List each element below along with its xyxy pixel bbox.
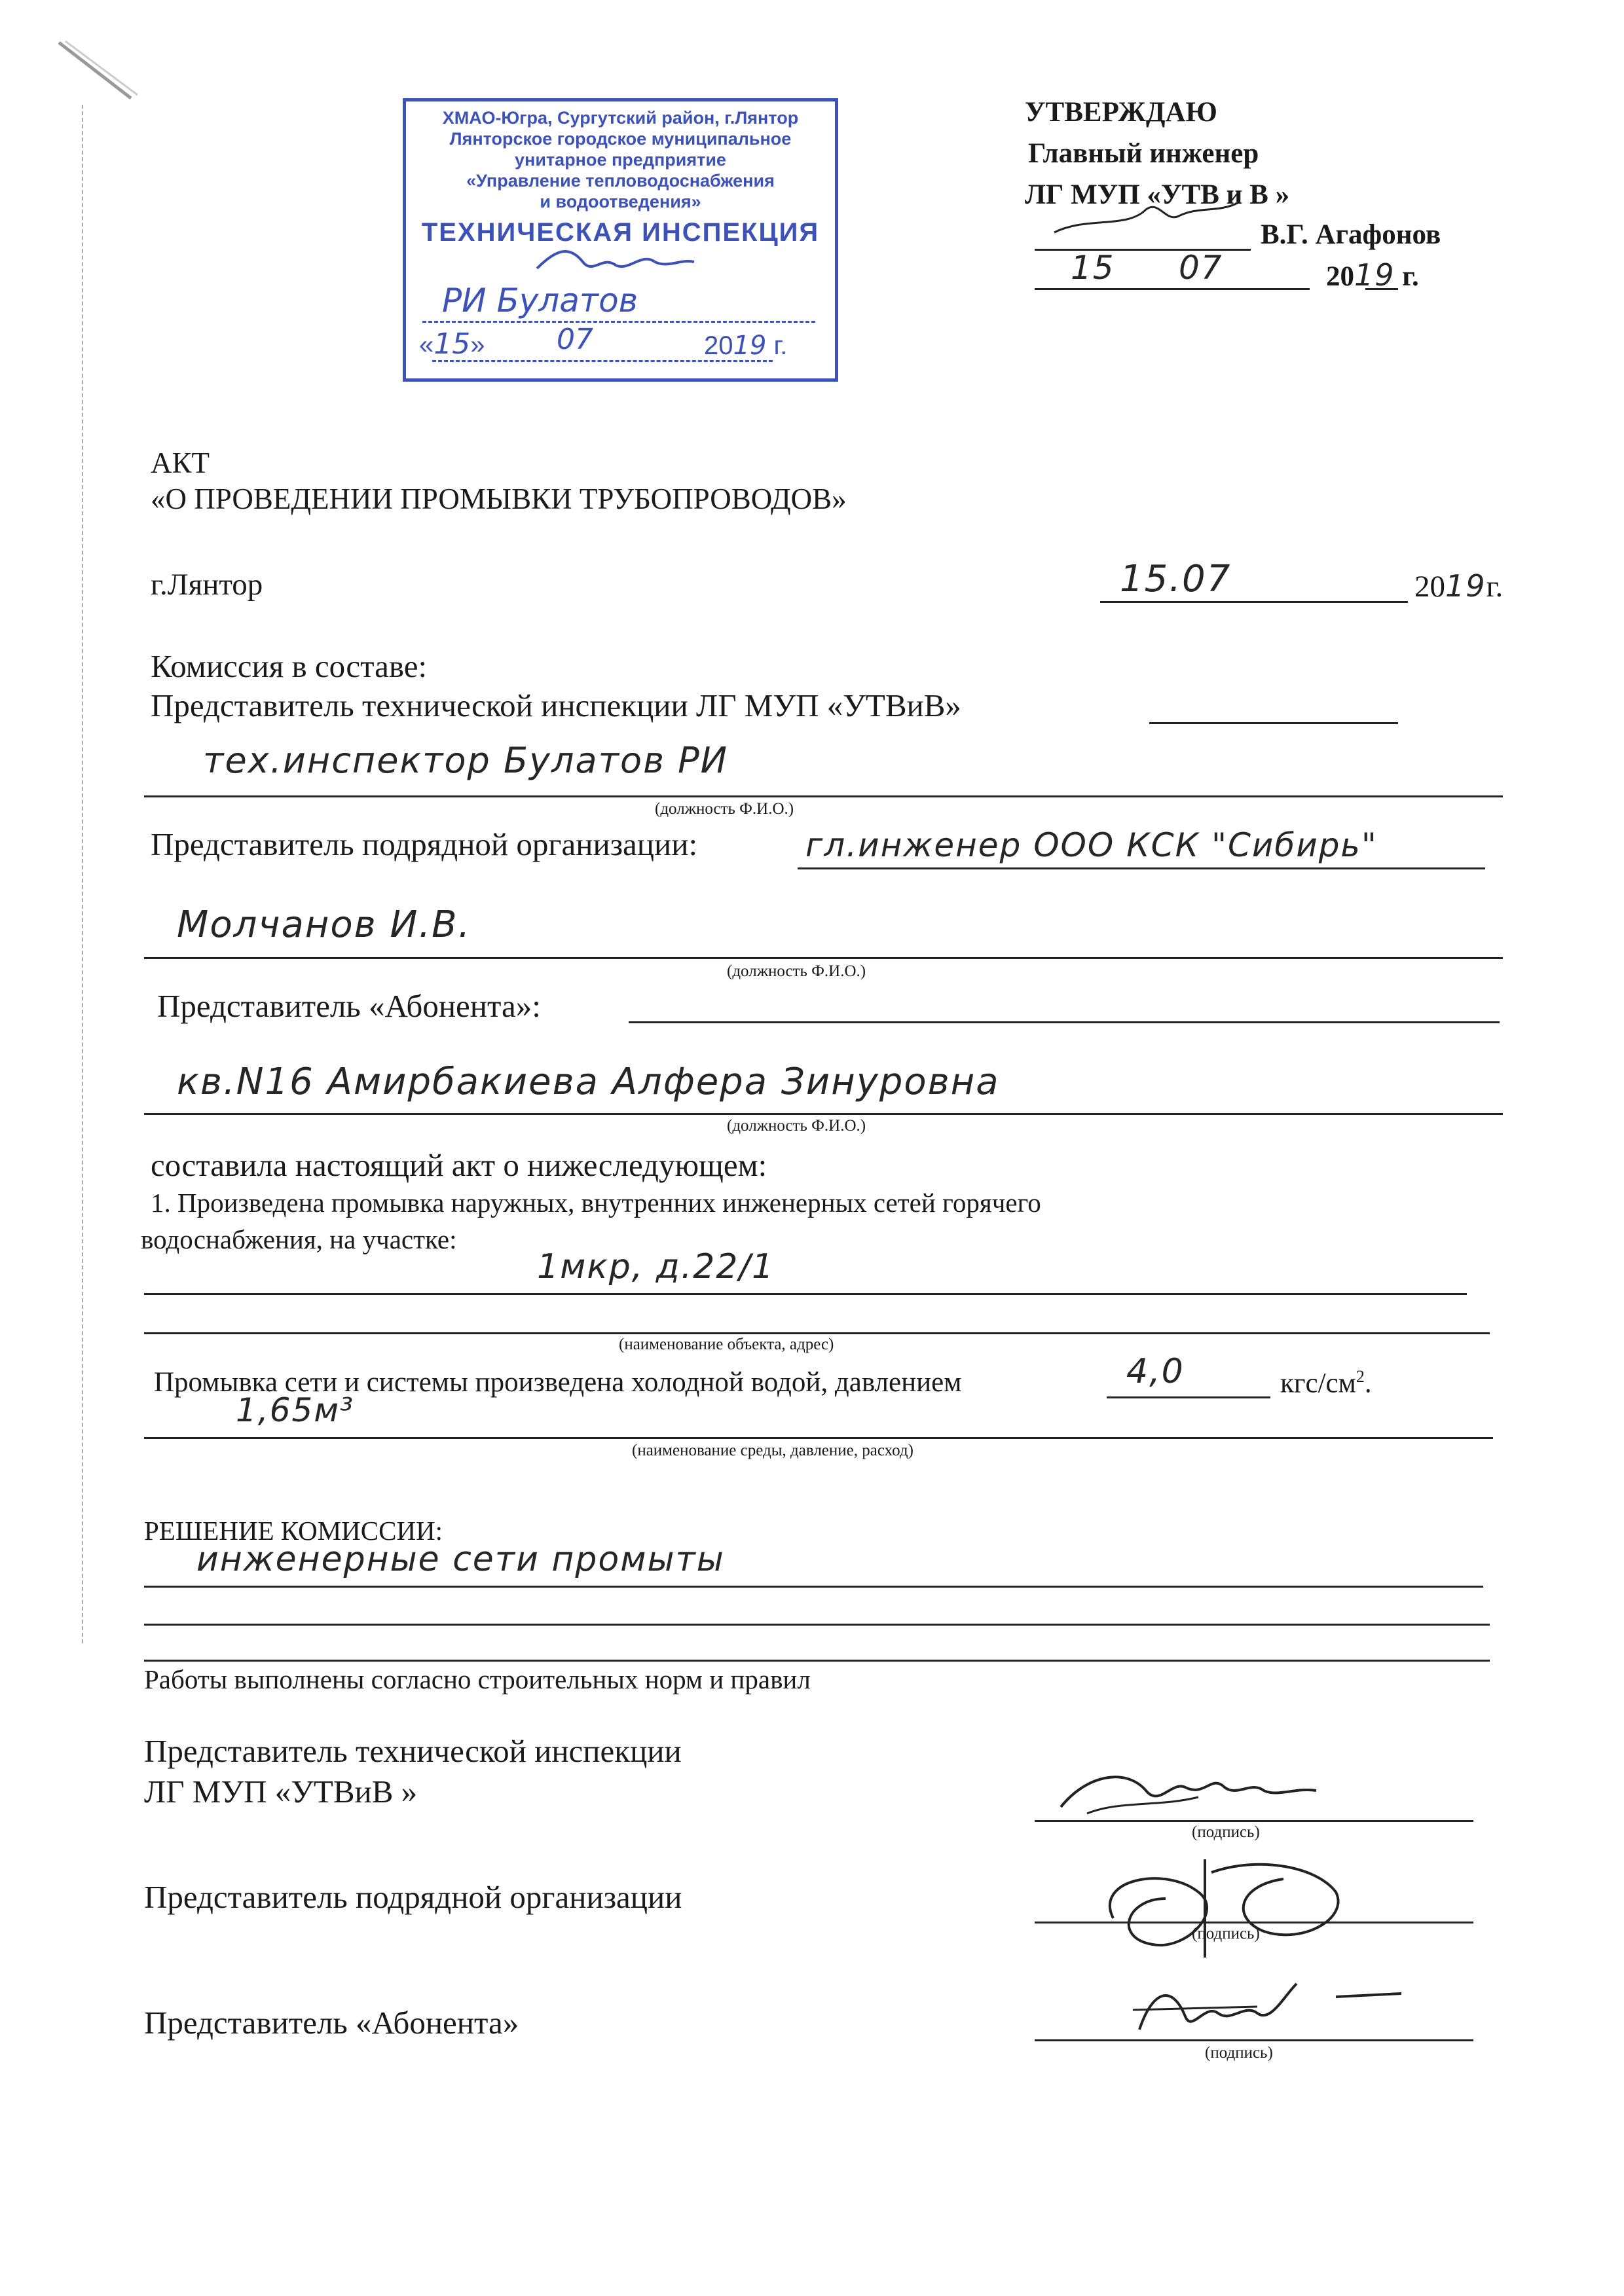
act-intro: составила настоящий акт о нижеследующем: [151, 1147, 767, 1183]
stamp-year-suffix: 19 [733, 331, 767, 361]
volume-hand: 1,65м³ [236, 1391, 355, 1429]
left-margin-line [82, 105, 83, 1643]
approval-org: ЛГ МУП «УТВ и В » [1025, 179, 1290, 210]
sign-contractor-label: Представитель подрядной организации [144, 1879, 682, 1915]
pressure-hand: 4,0 [1126, 1352, 1185, 1391]
stamp-date-month: 07 [557, 323, 593, 356]
decision-value: инженерные сети промыты [196, 1540, 725, 1579]
stamp-line-4: «Управление тепловодоснабжения [466, 171, 775, 191]
approval-name: В.Г. Агафонов [1261, 219, 1441, 250]
approval-title: УТВЕРЖДАЮ [1025, 97, 1217, 128]
commission-heading: Комиссия в составе: [151, 648, 428, 684]
stamp-line-5: и водоотведения» [540, 192, 701, 211]
subscriber-signature [1126, 1977, 1414, 2049]
act-year-prefix: 20 [1414, 570, 1445, 604]
contractor-caption: (должность Ф.И.О.) [727, 962, 866, 980]
sign-subscriber-label: Представитель «Абонента» [144, 2005, 519, 2041]
contractor-value-1: гл.инженер ООО КСК "Сибирь" [805, 826, 1378, 864]
tech-rep-label: Представитель технической инспекции ЛГ МУП «УТВиВ» [151, 687, 961, 723]
medium-caption: (наименование среды, давление, расход) [632, 1442, 913, 1459]
site-caption: (наименование объекта, адрес) [619, 1336, 834, 1353]
stamp-line-3: унитарное предприятие [515, 150, 726, 170]
subscriber-value: кв.N16 Амирбакиева Алфера Зинуровна [177, 1061, 1000, 1103]
act-subtitle: «О ПРОВЕДЕНИИ ПРОМЫВКИ ТРУБОПРОВОДОВ» [151, 483, 847, 515]
approval-year-end: г. [1402, 261, 1419, 292]
subscriber-caption: (должность Ф.И.О.) [727, 1117, 866, 1135]
stamp-line-2: Лянторское городское муниципальное [449, 129, 792, 149]
tech-rep-caption: (должность Ф.И.О.) [655, 800, 794, 818]
approval-date-month: 07 [1179, 249, 1223, 287]
site-hand: 1мкр, д.22/1 [537, 1247, 775, 1286]
pressure-unit-sup: 2 [1356, 1367, 1365, 1386]
approval-signature [1048, 196, 1244, 242]
stamp-year-prefix: 20 [704, 331, 733, 360]
approval-year-prefix: 20 [1326, 261, 1354, 292]
act-year-suffix: 19 [1445, 568, 1486, 604]
item1-line1: 1. Произведена промывка наружных, внутренних инженерных сетей горячего [151, 1188, 1041, 1218]
act-title: АКТ [151, 446, 210, 479]
approval-date-day: 15 [1071, 249, 1115, 287]
stamp-signature [530, 242, 701, 282]
approval-year-suffix: 19 [1354, 257, 1395, 293]
pressure-text: Промывка сети и системы произведена холодной водой, давлением [154, 1367, 962, 1398]
stamp-quote-close: » [470, 331, 485, 359]
subscriber-label: Представитель «Абонента»: [157, 988, 541, 1024]
stamp-title: ТЕХНИЧЕСКАЯ ИНСПЕКЦИЯ [421, 218, 820, 247]
sign-contractor-caption: (подпись) [1192, 1925, 1260, 1942]
decision-heading: РЕШЕНИЕ КОМИССИИ: [144, 1516, 443, 1546]
pressure-unit: кгс/см [1280, 1368, 1356, 1399]
tech-rep-value: тех.инспектор Булатов РИ [203, 740, 729, 781]
contractor-value-2: Молчанов И.В. [177, 903, 471, 946]
tech-signature [1048, 1761, 1323, 1833]
sign-tech-caption: (подпись) [1192, 1823, 1260, 1841]
sign-tech-label-1: Представитель технической инспекции [144, 1733, 682, 1769]
stamp-line-1: ХМАО-Югра, Сургутский район, г.Лянтор [442, 108, 799, 128]
stamp-date-day: 15 [434, 327, 471, 361]
act-date-hand: 15.07 [1120, 558, 1232, 600]
stamp-name-hand: РИ Булатов [442, 282, 638, 319]
compliance-text: Работы выполнены согласно строительных норм и правил [144, 1664, 811, 1694]
item1-line2: водоснабжения, на участке: [141, 1224, 457, 1254]
act-year-end: г. [1486, 570, 1504, 604]
technical-inspection-stamp [403, 98, 838, 382]
stamp-date-suffix: г. [773, 331, 788, 360]
contractor-signature [1087, 1853, 1395, 1964]
act-city: г.Лянтор [151, 568, 263, 602]
sign-tech-label-2: ЛГ МУП «УТВиВ » [144, 1774, 418, 1810]
pressure-period: . [1364, 1368, 1372, 1399]
contractor-label: Представитель подрядной организации: [151, 826, 698, 862]
approval-position: Главный инженер [1028, 138, 1259, 169]
sign-subscriber-caption: (подпись) [1205, 2044, 1273, 2062]
stamp-quote-open: « [419, 331, 434, 359]
staple-mark [52, 36, 144, 108]
